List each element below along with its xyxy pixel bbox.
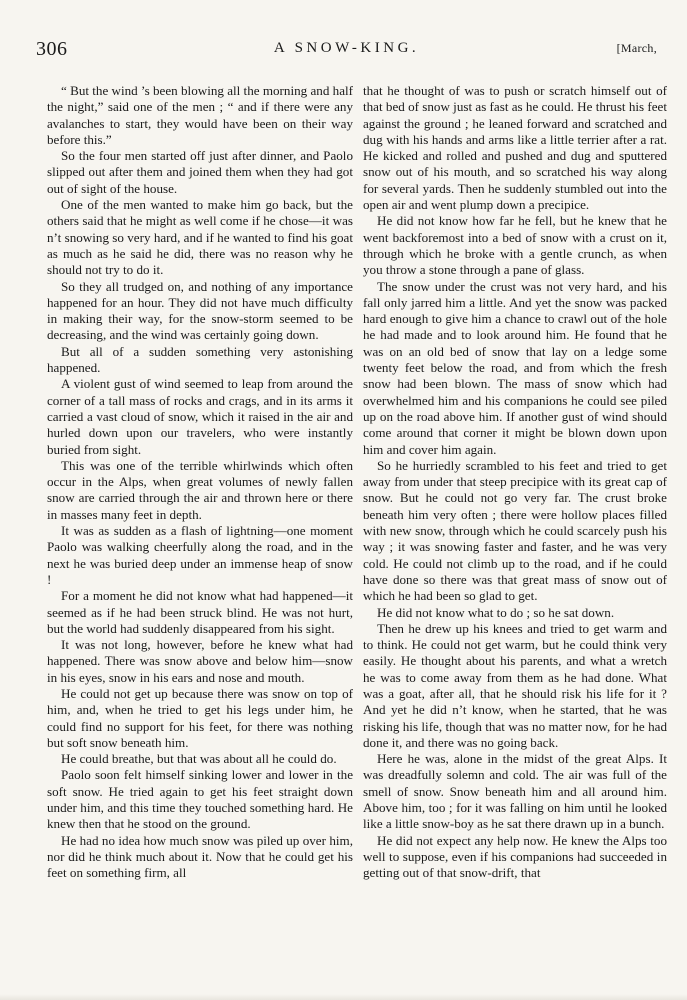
left-column <box>47 83 353 882</box>
paragraph: Then he drew up his knees and tried to get warm and to think. He could not get warm, but he could think very easily. He thought about his parents, and what a wretch he was to come away from them as he had done. What was a goat, after all, that he should risk his life for it ? And yet he did n’t know, when he started, that he was risking his life, though that was no matter now, for he had done it, and there was no going back. <box>363 620 667 750</box>
paragraph: So they all trudged on, and nothing of any importance happened for an hour. They did not have much difficulty in making their way, for the snow-storm seemed to be decreasing, and the wind was certainly going down. <box>47 278 353 343</box>
paragraph: This was one of the terrible whirlwinds which often occur in the Alps, when great volumes of newly fallen snow are carried through the air and thrown here or there in masses many feet in depth. <box>47 457 353 522</box>
paragraph: It was as sudden as a flash of lightning—one moment Paolo was walking cheerfully along the road, and in the next he was buried deep under an immense heap of snow ! <box>47 523 353 587</box>
paragraph: He did not know how far he fell, but he knew that he went backforemost into a bed of snow with a crust on it, through which he broke with a gentle crunch, as when you throw a stone through a pane of glass. <box>363 213 667 278</box>
paragraph: For a moment he did not know what had happened—it seemed as if he had been struck blind. He was not hurt, but the world had suddenly disappeared from his sight. <box>47 588 353 636</box>
paragraph: A violent gust of wind seemed to leap from around the corner of a tall mass of rocks and crags, and in its arms it carried a vast cloud of snow, which it raised in the air and hurled down upon our travelers, who were instantly buried from sight. <box>47 376 353 457</box>
page-number: 306 <box>36 38 68 60</box>
paragraph: Here he was, alone in the midst of the great Alps. It was dreadfully solemn and cold. The air was full of the smell of snow. Snow beneath him and all around him. Above him, too ; for it was falling on him until he looked like a little snow-boy as he sat there drawn up in a bunch. <box>363 751 667 832</box>
paragraph: So the four men started off just after dinner, and Paolo slipped out after them and joined them when they had got out of sight of the house. <box>47 148 353 196</box>
paragraph: It was not long, however, before he knew what had happened. There was snow above and below him—snow in his eyes, snow in his ears and nose and mouth. <box>47 637 353 685</box>
paragraph: He had no idea how much snow was piled up over him, nor did he think much about it. Now that he could get his feet on something firm, all <box>47 832 353 881</box>
paragraph: But all of a sudden something very astonishing happened. <box>47 343 353 376</box>
right-column <box>363 83 667 882</box>
page-header <box>36 38 657 62</box>
paragraph: One of the men wanted to make him go back, but the others said that he might as well come if he chose—it was n’t snowing so very hard, and if he wanted to find his goat as much as he said he did, there was no reason why he should not try to do it. <box>47 197 353 278</box>
page-edge <box>0 994 687 1000</box>
issue-month: [March, <box>616 41 657 55</box>
paragraph: So he hurriedly scrambled to his feet and tried to get away from under that steep precipice with its great cap of snow. But he could not go very far. The crust broke beneath him very often ; there were hollow places filled with new snow, through which he could scarcely push his way ; it was snowing faster and faster, and he was very cold. He could not climb up to the road, and if he could have done so there was that great mass of snow out of which he had been so glad to get. <box>363 457 667 604</box>
paragraph: He could breathe, but that was about all he could do. <box>61 751 337 767</box>
paragraph: Paolo soon felt himself sinking lower and lower in the soft snow. He tried again to get his feet straight down under him, and this time they touched something hard. He knew then that he stood on the ground. <box>47 767 353 832</box>
paragraph: “ But the wind ’s been blowing all the morning and half the night,” said one of the men ; “ and if there were any avalanches to start, they would have been on their way before this.” <box>47 83 354 147</box>
paragraph: He could not get up because there was snow on top of him, and, when he tried to get his legs under him, he could find no support for his feet, for there was nothing but soft snow beneath him. <box>47 685 353 750</box>
paragraph-continued: that he thought of was to push or scratch himself out of that bed of snow just as fast as he could. He thrust his feet against the ground ; he leaned forward and scratched and dug with his hands and arms like a little terrier after a rat. He kicked and rolled and pushed and dug and sputtered snow out of his mouth, and so scratched his way along for several yards. Then he suddenly stumbled out into the open air and went plump down a precipice. <box>363 83 668 213</box>
paragraph: He did not expect any help now. He knew the Alps too well to suppose, even if his companions had succeeded in getting out of that snow-drift, that <box>363 832 667 881</box>
paragraph: The snow under the crust was not very hard, and his fall only jarred him a little. And yet the snow was packed hard enough to give him a chance to crawl out of the hole he had made and to look around him. He found that he was on an old bed of snow that lay on a ledge some twenty feet below the road, and from which the fresh snow had been blown. The mass of snow which had overwhelmed him and his companions he could see piled up on the road above him. If another gust of wind should come around that corner it might be blown down upon him and cover him again. <box>363 278 667 457</box>
paragraph: He did not know what to do ; so he sat down. <box>377 604 615 620</box>
running-title: A SNOW-KING. <box>273 40 420 56</box>
